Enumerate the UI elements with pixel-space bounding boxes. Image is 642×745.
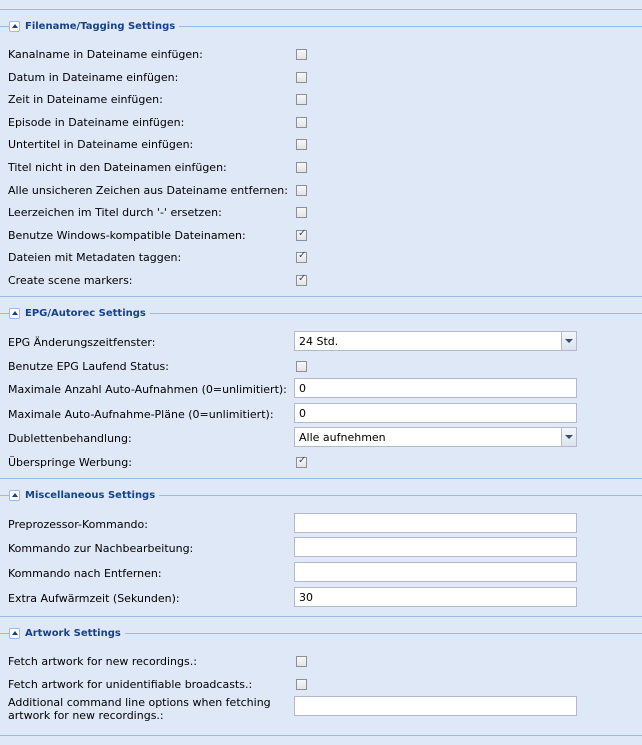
- collapse-up-icon[interactable]: [9, 628, 20, 639]
- epg-legend: [9, 306, 150, 320]
- chevron-down-icon[interactable]: [561, 332, 576, 350]
- filename-option-checkbox[interactable]: [296, 117, 307, 128]
- filename-option-row: [0, 203, 642, 223]
- artwork-section-title: Artwork Settings: [25, 627, 121, 639]
- filename-option-checkbox[interactable]: [296, 185, 307, 196]
- collapse-up-icon[interactable]: [9, 308, 20, 319]
- warmup-row: [0, 589, 642, 609]
- collapse-up-icon[interactable]: [9, 21, 20, 32]
- filename-option-row: [0, 113, 642, 133]
- postprocessor-row: [0, 539, 642, 559]
- epg-change-window-label: EPG Änderungszeitfenster:: [8, 336, 156, 349]
- epg-section-title: EPG/Autorec Settings: [25, 307, 146, 319]
- section-separator: [0, 296, 642, 297]
- fetch-new-row: [0, 652, 642, 672]
- artwork-legend: [9, 626, 125, 640]
- filename-option-label: Create scene markers:: [8, 274, 133, 287]
- remove-cmd-label: Kommando nach Entfernen:: [8, 567, 162, 580]
- misc-legend: [9, 488, 159, 502]
- remove-cmd-input[interactable]: [294, 562, 577, 582]
- filename-option-checkbox[interactable]: [296, 230, 307, 241]
- filename-option-row: [0, 181, 642, 201]
- filename-option-checkbox[interactable]: [296, 275, 307, 286]
- filename-option-checkbox[interactable]: [296, 252, 307, 263]
- fetch-unidentifiable-label: Fetch artwork for unidentifiable broadcasts.:: [8, 678, 253, 691]
- fetch-new-checkbox[interactable]: [296, 656, 307, 667]
- fetch-unidentifiable-row: [0, 675, 642, 695]
- filename-option-label: Leerzeichen im Titel durch '-' ersetzen:: [8, 206, 222, 219]
- filename-option-row: [0, 248, 642, 268]
- preprocessor-row: [0, 515, 642, 535]
- filename-legend: [9, 19, 179, 33]
- epg-running-status-checkbox[interactable]: [296, 361, 307, 372]
- remove-cmd-row: [0, 564, 642, 584]
- filename-option-label: Titel nicht in den Dateinamen einfügen:: [8, 161, 227, 174]
- duplicates-value: Alle aufnehmen: [299, 431, 386, 444]
- filename-option-checkbox[interactable]: [296, 72, 307, 83]
- epg-running-status-row: [0, 357, 642, 377]
- preprocessor-label: Preprozessor-Kommando:: [8, 518, 148, 531]
- max-autorec-plans-row: [0, 405, 642, 425]
- filename-option-row: [0, 158, 642, 178]
- fetch-new-label: Fetch artwork for new recordings.:: [8, 655, 197, 668]
- filename-option-row: [0, 68, 642, 88]
- duplicates-select[interactable]: [294, 427, 577, 447]
- bottom-separator: [0, 735, 642, 736]
- chevron-down-icon[interactable]: [561, 428, 576, 446]
- fetch-unidentifiable-checkbox[interactable]: [296, 679, 307, 690]
- max-autorec-plans-input[interactable]: 0: [294, 403, 577, 423]
- filename-option-row: [0, 226, 642, 246]
- section-separator: [0, 616, 642, 617]
- duplicates-label: Dublettenbehandlung:: [8, 432, 132, 445]
- cmdline-row: [0, 696, 642, 722]
- filename-option-label: Alle unsicheren Zeichen aus Dateiname entfernen:: [8, 184, 288, 197]
- max-autorec-row: [0, 380, 642, 400]
- max-autorec-label: Maximale Anzahl Auto-Aufnahmen (0=unlimitiert):: [8, 383, 287, 396]
- epg-change-window-value: 24 Std.: [299, 335, 339, 348]
- misc-section-title: Miscellaneous Settings: [25, 489, 156, 501]
- filename-option-checkbox[interactable]: [296, 162, 307, 173]
- filename-section-title: Filename/Tagging Settings: [25, 20, 176, 32]
- section-separator: [0, 478, 642, 479]
- filename-option-label: Benutze Windows-kompatible Dateinamen:: [8, 229, 246, 242]
- filename-option-checkbox[interactable]: [296, 139, 307, 150]
- filename-option-label: Dateien mit Metadaten taggen:: [8, 251, 182, 264]
- filename-option-label: Datum in Dateiname einfügen:: [8, 71, 179, 84]
- postprocessor-label: Kommando zur Nachbearbeitung:: [8, 542, 194, 555]
- epg-change-window-row: [0, 333, 642, 353]
- filename-option-label: Episode in Dateiname einfügen:: [8, 116, 185, 129]
- epg-running-status-label: Benutze EPG Laufend Status:: [8, 360, 169, 373]
- collapse-up-icon[interactable]: [9, 490, 20, 501]
- max-autorec-plans-label: Maximale Auto-Aufnahme-Pläne (0=unlimitiert):: [8, 408, 274, 421]
- filename-option-checkbox[interactable]: [296, 49, 307, 60]
- cmdline-input[interactable]: [294, 696, 577, 716]
- filename-option-label: Untertitel in Dateiname einfügen:: [8, 138, 194, 151]
- filename-option-row: [0, 271, 642, 291]
- cmdline-label: Additional command line options when fetching artwork for new recordings.:: [8, 696, 271, 722]
- filename-option-checkbox[interactable]: [296, 207, 307, 218]
- filename-option-row: [0, 90, 642, 110]
- warmup-input[interactable]: 30: [294, 587, 577, 607]
- filename-option-row: [0, 135, 642, 155]
- warmup-label: Extra Aufwärmzeit (Sekunden):: [8, 592, 180, 605]
- filename-option-label: Kanalname in Dateiname einfügen:: [8, 48, 203, 61]
- preprocessor-input[interactable]: [294, 513, 577, 533]
- postprocessor-input[interactable]: [294, 537, 577, 557]
- skip-ads-label: Überspringe Werbung:: [8, 456, 132, 469]
- max-autorec-input[interactable]: 0: [294, 378, 577, 398]
- skip-ads-checkbox[interactable]: [296, 457, 307, 468]
- top-separator: [0, 9, 642, 10]
- skip-ads-row: [0, 453, 642, 473]
- filename-option-row: [0, 45, 642, 65]
- epg-change-window-select[interactable]: [294, 331, 577, 351]
- filename-option-label: Zeit in Dateiname einfügen:: [8, 93, 163, 106]
- duplicates-row: [0, 429, 642, 449]
- filename-option-checkbox[interactable]: [296, 94, 307, 105]
